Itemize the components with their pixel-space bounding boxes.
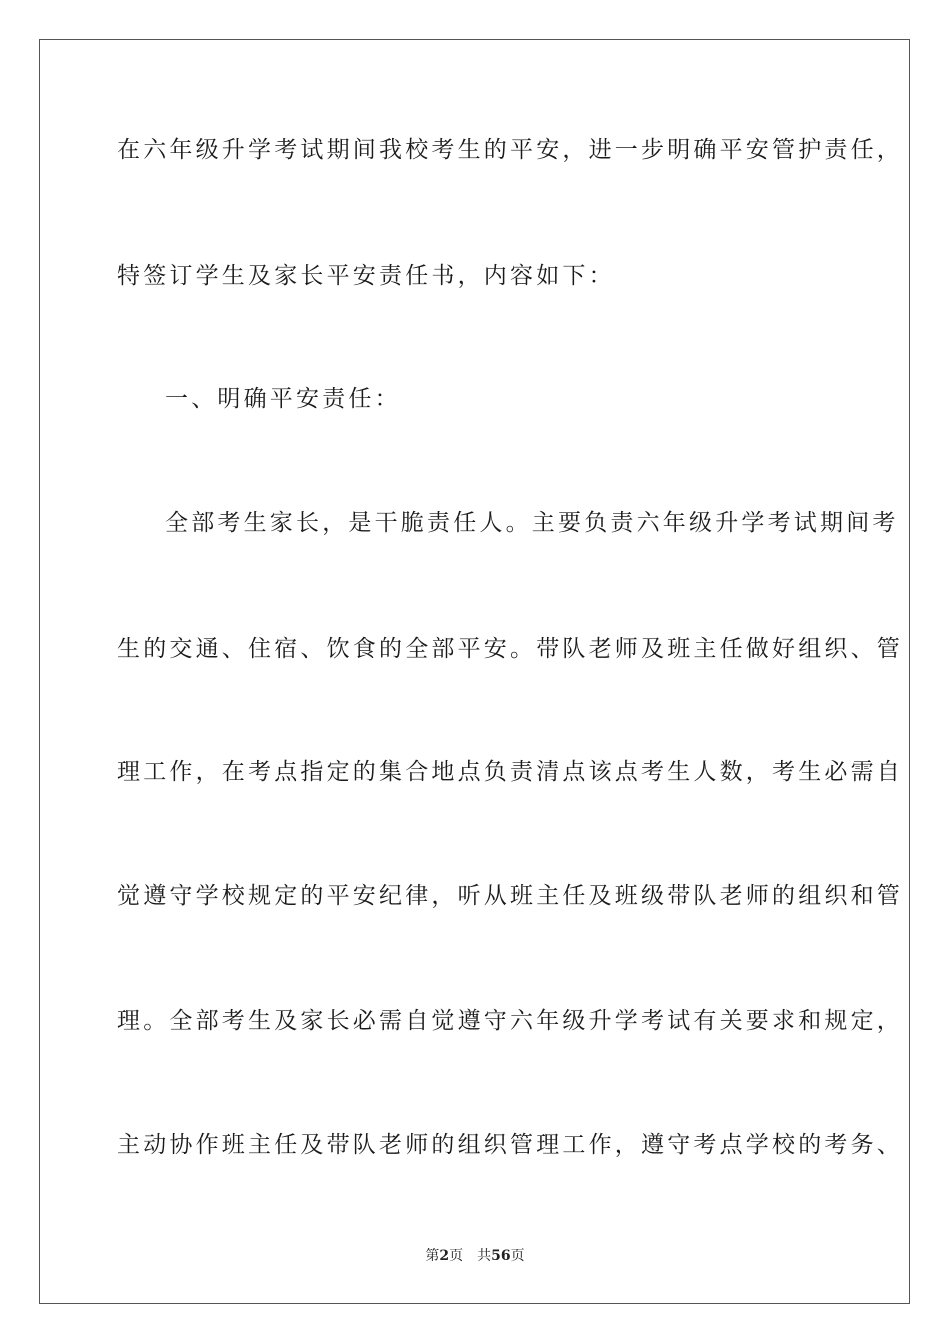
- text-line-5: 生的交通、住宿、饮食的全部平安。带队老师及班主任做好组织、管: [117, 636, 903, 662]
- text-line-7: 觉遵守学校规定的平安纪律，听从班主任及班级带队老师的组织和管: [117, 883, 903, 909]
- text-line-8: 理。全部考生及家长必需自觉遵守六年级升学考试有关要求和规定，: [117, 1008, 903, 1034]
- text-line-1: 在六年级升学考试期间我校考生的平安，进一步明确平安管护责任，: [117, 137, 903, 163]
- text-line-9: 主动协作班主任及带队老师的组织管理工作，遵守考点学校的考务、: [117, 1132, 903, 1158]
- page-frame: [39, 39, 910, 1304]
- total-pages: 56: [491, 1248, 511, 1264]
- text-line-4: 全部考生家长，是干脆责任人。主要负责六年级升学考试期间考: [165, 510, 899, 536]
- page-prefix: 第: [425, 1248, 440, 1264]
- page-suffix: 页: [449, 1248, 464, 1264]
- total-suffix: 页: [510, 1248, 525, 1264]
- total-prefix: 共: [477, 1248, 492, 1264]
- section-heading: 一、明确平安责任：: [165, 386, 401, 412]
- text-line-6: 理工作，在考点指定的集合地点负责清点该点考生人数，考生必需自: [117, 759, 903, 785]
- page-number: 2: [439, 1248, 450, 1264]
- page-footer: [0, 1247, 950, 1265]
- text-line-2: 特签订学生及家长平安责任书，内容如下：: [117, 263, 615, 289]
